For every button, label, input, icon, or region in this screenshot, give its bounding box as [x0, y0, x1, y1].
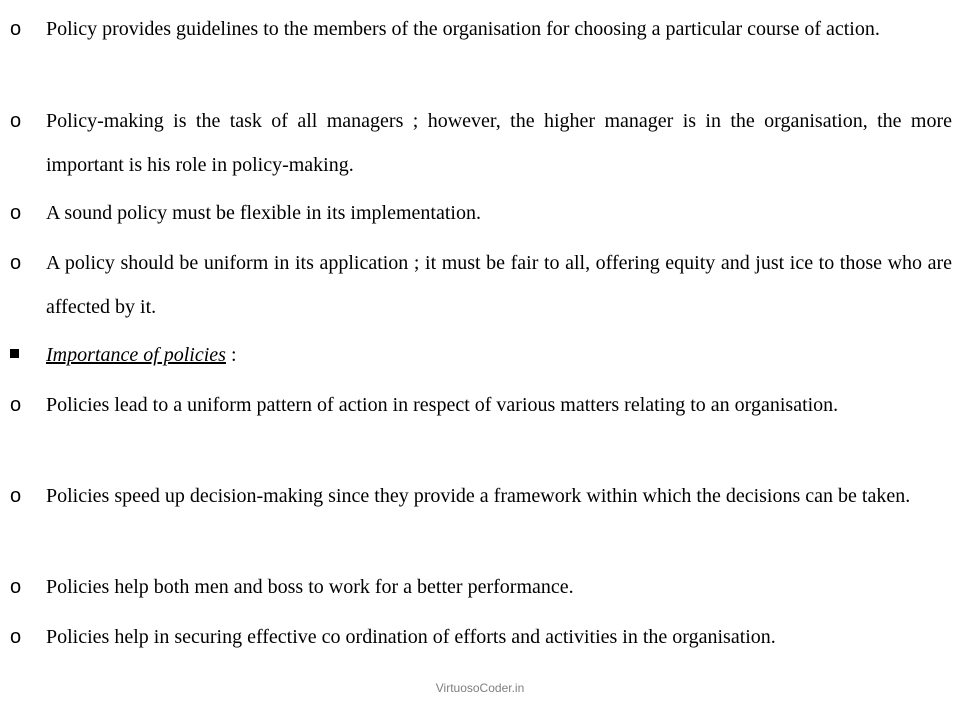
bullet-circle-icon: o: [10, 576, 22, 598]
bullet-circle-icon: o: [10, 18, 22, 40]
square-bullet-icon: [10, 349, 19, 358]
bullet-circle-icon: o: [10, 626, 22, 648]
importance-item-text: Policies lead to a uniform pattern of action in respect of various matters relating to an organisation.: [46, 394, 839, 416]
bullet-circle-icon: o: [10, 252, 22, 274]
footer-watermark: VirtuosoCoder.in: [435, 681, 525, 695]
importance-item-text: Policies speed up decision-making since they provide a framework within which the decisions can be taken.: [46, 485, 911, 507]
section-heading-label: Importance of policies: [46, 344, 226, 366]
list-item-text: A sound policy must be flexible in its implementation.: [46, 202, 481, 224]
importance-item-text: Policies help both men and boss to work for a better performance.: [46, 576, 574, 598]
bullet-circle-icon: o: [10, 202, 22, 224]
list-item-text: A policy should be uniform in its application ; it must be fair to all, offering equity and just ice to those who are affected by it.: [46, 252, 952, 318]
section-heading-suffix: :: [225, 344, 237, 366]
bullet-circle-icon: o: [10, 110, 22, 132]
bullet-circle-icon: o: [10, 394, 22, 416]
bullet-circle-icon: o: [10, 485, 22, 507]
section-heading-text: [46, 333, 952, 377]
list-item-text: Policy provides guidelines to the members of the organisation for choosing a particular course of action.: [46, 18, 880, 40]
importance-item-text: Policies help in securing effective co ordination of efforts and activities in the organisation.: [46, 626, 776, 648]
list-item-text: Policy-making is the task of all managers ; however, the higher manager is in the organisation, the more important is his role in policy-making.: [46, 110, 952, 176]
